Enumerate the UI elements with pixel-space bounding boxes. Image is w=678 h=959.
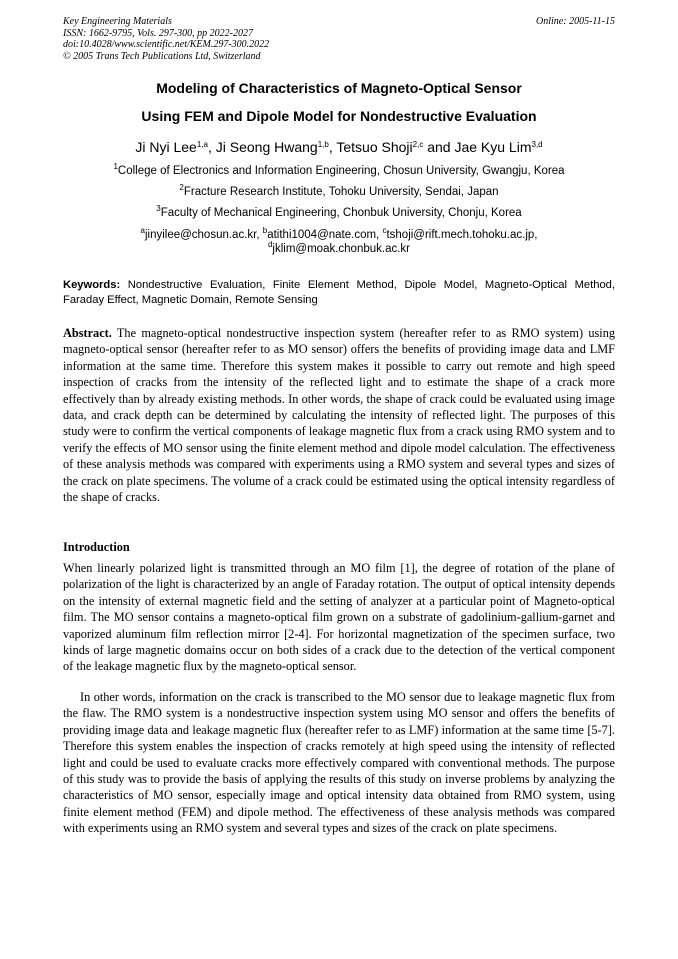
affiliation-text: College of Electronics and Information Engineering, Chosun University, Gwangju, Korea — [117, 165, 565, 177]
author-sep: and — [423, 139, 455, 155]
affiliation-sup: 1 — [113, 162, 118, 171]
doi-line: doi:10.4028/www.scientific.net/KEM.297-300.2022 — [63, 39, 270, 50]
author-sep: , — [328, 139, 337, 155]
keywords-block — [63, 278, 615, 307]
author-sup: 3,d — [531, 140, 543, 149]
affiliation-text: Faculty of Mechanical Engineering, Chonbuk University, Chonju, Korea — [160, 207, 522, 219]
email-line-1 — [40, 228, 638, 242]
copyright-line: © 2005 Trans Tech Publications Ltd, Switzerland — [63, 50, 261, 62]
author-sup: 2,c — [412, 140, 424, 149]
abstract-label: Abstract. — [63, 326, 112, 340]
author-sup: 1,b — [317, 140, 329, 149]
email-link[interactable]: jklim@moak.chonbuk.ac.kr — [272, 243, 411, 255]
paper-title-line-2: Using FEM and Dipole Model for Nondestructive Evaluation — [141, 108, 537, 124]
email-line-2 — [40, 242, 638, 256]
author-name: Ji Nyi Lee — [135, 139, 197, 155]
journal-name: Key Engineering Materials — [63, 16, 172, 27]
introduction-paragraph-1: When linearly polarized light is transmitted through an MO film [1], the degree of rotation of the plane of polarization of the light is characterized by an angle of Faraday rotation. The output of optical intensity depends on the intensity of external magnetic field and the setting of analyzer at a particular point of Magneto-optical film. The MO sensor contains a magneto-optical film grown on a substrate of gadolinium-gallium-garnet and vaporized aluminum film reflection mirror [2-4]. For horizontal magnetization of the specimen surface, two kinds of large magnetic domains occur on both sides of a crack due to the detection of the vertical component of the leakage magnetic flux by the magneto-optical sensor. — [63, 561, 615, 674]
affiliation-3 — [40, 204, 638, 219]
online-date: Online: 2005-11-15 — [536, 16, 615, 27]
affiliation-sup: 3 — [156, 204, 161, 213]
email-sup: c — [382, 226, 387, 235]
affiliation-2 — [40, 183, 638, 198]
journal-header — [63, 16, 615, 62]
keywords-label: Keywords: — [63, 279, 121, 291]
author-list — [40, 139, 638, 155]
abstract-block — [63, 325, 615, 505]
email-link[interactable]: tshoji@rift.mech.tohoku.ac.jp, — [386, 229, 538, 241]
email-link[interactable]: atithi1004@nate.com, — [267, 229, 383, 241]
email-sup: a — [140, 226, 145, 235]
author-emails — [40, 228, 638, 256]
introduction-paragraph-2: In other words, information on the crack is transcribed to the MO sensor due to leakage magnetic flux from the flaw. The RMO system is a nondestructive inspection system using MO sensor and offers the benefits of providing image data and leakage magnetic flux (hereafter refer to as LMF) information at the same time [5-7]. Therefore this system enables the inspection of cracks remotely at high speed using the intensity of reflected light and could be used to evaluate cracks more effectively compared with conventional methods. The purpose of this study was to provide the basis of applying the results of this study on inverse problems by analyzing the characteristics of MO sensor, especially image and optical intensity data obtained from RMO system, using finite element method (FEM) and dipole method. The effectiveness of these analysis methods was compared with experiments using an RMO system and several types and sizes of the crack on plate specimens. — [63, 690, 615, 836]
author-sep: , — [207, 139, 216, 155]
issn-line: ISSN: 1662-9795, Vols. 297-300, pp 2022-2027 — [63, 27, 253, 39]
author-name: Ji Seong Hwang — [215, 139, 318, 155]
introduction-heading: Introduction — [63, 540, 130, 554]
paper-title-line-1: Modeling of Characteristics of Magneto-Optical Sensor — [156, 80, 522, 96]
affiliation-1 — [40, 162, 638, 177]
affiliation-text: Fracture Research Institute, Tohoku University, Sendai, Japan — [183, 186, 499, 198]
email-link[interactable]: jinyilee@chosun.ac.kr, — [144, 229, 263, 241]
affiliation-sup: 2 — [179, 183, 184, 192]
author-name: Jae Kyu Lim — [454, 139, 532, 155]
author-sup: 1,a — [196, 140, 208, 149]
abstract-text: The magneto-optical nondestructive inspection system (hereafter refer to as RMO system) using magneto-optical sensor (hereafter refer to as MO sensor) offers the benefits of providing image data and LMF information at the same time. Therefore this system makes it possible to carry out remote and high speed inspection of cracks from the intensity of the reflected light and to estimate the shape of a crack more effectively than by already existing methods. In other words, the shape of crack could be evaluated using image data, and crack depth can be determined by calculating the intensity of reflected light. The purposes of this study were to confirm the vertical components of leakage magnetic flux from a crack using RMO system and to verify the effects of MO sensor using the finite element method and dipole model calculation. The effectiveness of these analysis methods was compared with experiments using a RMO system and several types and sizes of the crack on plate specimens. The volume of a crack could be estimated using the optical intensity regardless of the shape of cracks. — [63, 326, 615, 505]
email-sup: d — [267, 240, 273, 249]
author-name: Tetsuo Shoji — [336, 139, 413, 155]
email-sup: b — [262, 226, 268, 235]
keywords-text: Nondestructive Evaluation, Finite Element Method, Dipole Model, Magneto-Optical Method, Faraday Effect, Magnetic Domain, Remote Sensing — [63, 279, 615, 306]
